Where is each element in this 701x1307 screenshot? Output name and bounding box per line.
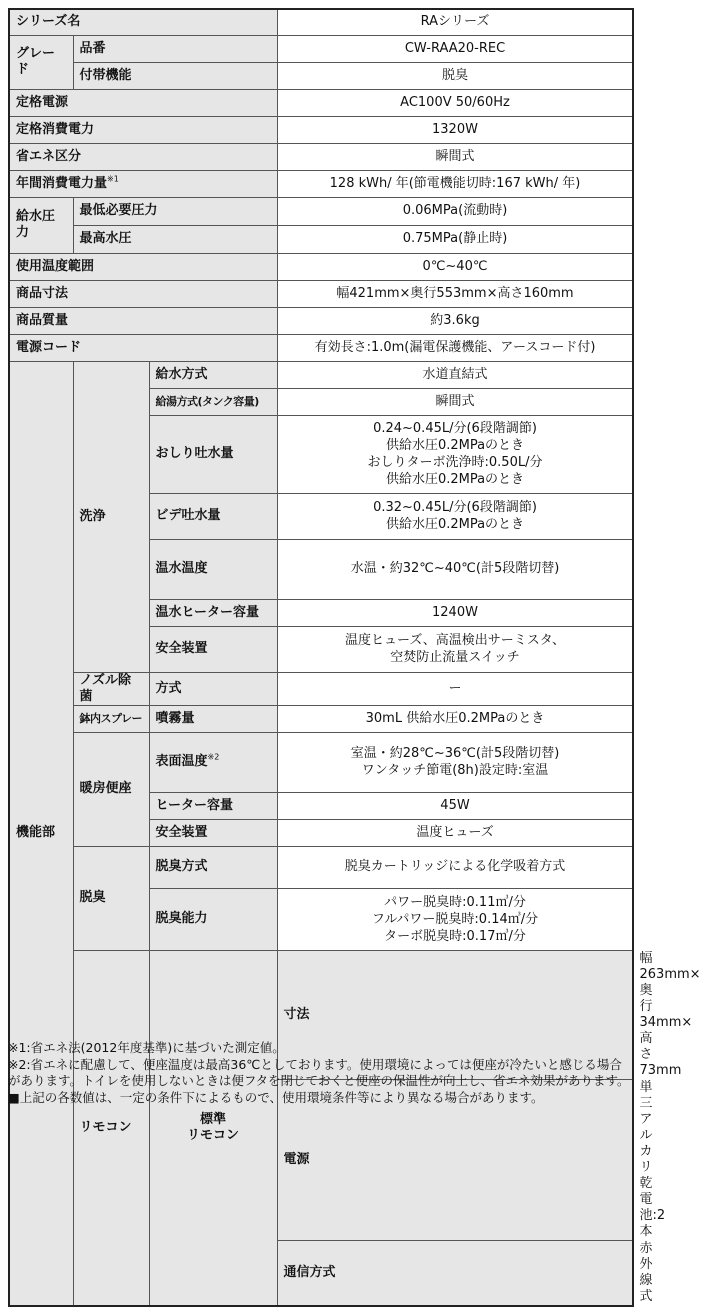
row-annual-consumption bbox=[9, 170, 633, 197]
footnote-mark-2: ※2 bbox=[207, 752, 220, 762]
row-model-no bbox=[9, 35, 633, 62]
deodorize-ability-line: パワー脱臭時:0.11㎥/分 bbox=[384, 894, 526, 910]
value-wash-safety bbox=[277, 626, 633, 672]
value-feature: 脱臭 bbox=[277, 62, 633, 89]
label-nozzle: ノズル除菌 bbox=[73, 672, 149, 705]
label-min-pressure: 最低必要圧力 bbox=[73, 197, 277, 225]
row-temp-range bbox=[9, 253, 633, 280]
label-surface-temp bbox=[149, 732, 277, 792]
row-remote-size: リモコン 標準 リモコン 寸法 幅263mm×奥行34mm×高さ73mm bbox=[9, 950, 633, 1079]
label-rated-power: 定格電源 bbox=[9, 89, 277, 116]
label-function: 機能部 bbox=[9, 361, 73, 1306]
value-deodorize-method: 脱臭カートリッジによる化学吸着方式 bbox=[277, 846, 633, 888]
row-supply-method bbox=[9, 361, 633, 388]
row-remote-power: 電源 単三アルカリ乾電池:2本 bbox=[9, 1079, 633, 1240]
wash-safety-line: 空焚防止流量スイッチ bbox=[390, 650, 520, 665]
value-rated-consumption: 1320W bbox=[277, 116, 633, 143]
row-rated-power bbox=[9, 89, 633, 116]
row-feature bbox=[9, 62, 633, 89]
label-seat: 暖房便座 bbox=[73, 732, 149, 846]
row-weight bbox=[9, 307, 633, 334]
label-oshiri: おしり吐水量 bbox=[149, 415, 277, 493]
row-dimensions bbox=[9, 280, 633, 307]
value-hot-method: 瞬間式 bbox=[277, 388, 633, 415]
label-seat-heater: ヒーター容量 bbox=[149, 792, 277, 819]
label-remote-size: 寸法 bbox=[277, 950, 633, 1079]
label-annual-consumption bbox=[9, 170, 277, 197]
label-deodorize-method: 脱臭方式 bbox=[149, 846, 277, 888]
surface-temp-label: 表面温度 bbox=[155, 754, 208, 769]
label-wash-safety: 安全装置 bbox=[149, 626, 277, 672]
label-hot-method: 給湯方式(タンク容量) bbox=[149, 388, 277, 415]
label-nozzle-method: 方式 bbox=[149, 672, 277, 705]
oshiri-line: 0.24~0.45L/分(6段階調節) bbox=[373, 421, 537, 436]
label-wash: 洗浄 bbox=[73, 361, 149, 672]
value-seat-heater: 45W bbox=[277, 792, 633, 819]
value-nozzle-method: ー bbox=[277, 672, 633, 705]
label-standard-remote bbox=[149, 950, 277, 1306]
surface-temp-line: 室温・約28℃~36℃(計5段階切替) bbox=[350, 746, 560, 761]
value-weight: 約3.6kg bbox=[277, 307, 633, 334]
label-supply-method: 給水方式 bbox=[149, 361, 277, 388]
footnote-2: ※2:省エネに配慮して、便座温度は最高36℃としております。使用環境によっては便座が冷たいと感じる場合があります。トイレを使用しないときは便フタを閉じておくと便座の保温性が向上し、省エネ効果があります。 bbox=[8, 1056, 630, 1088]
row-rated-consumption bbox=[9, 116, 633, 143]
label-spray-amount: 噴霧量 bbox=[149, 705, 277, 732]
value-wash-heater: 1240W bbox=[277, 599, 633, 626]
row-surface-temp bbox=[9, 732, 633, 792]
bidet-line: 供給水圧0.2MPaのとき bbox=[385, 517, 525, 532]
value-power-cord: 有効長さ:1.0m(漏電保護機能、アースコード付) bbox=[277, 334, 633, 361]
label-bowl-spray: 鉢内スプレー bbox=[73, 705, 149, 732]
footnote-mark-1: ※1 bbox=[107, 174, 119, 184]
value-water-temp: 水温・約32℃~40℃(計5段階切替) bbox=[277, 539, 633, 599]
row-power-cord bbox=[9, 334, 633, 361]
footnote-3: ■上記の各数値は、一定の条件下によるもので、使用環境条件等により異なる場合があります。 bbox=[8, 1089, 544, 1105]
value-spray-amount: 30mL 供給水圧0.2MPaのとき bbox=[277, 705, 633, 732]
footnote-1: ※1:省エネ法(2012年度基準)に基づいた測定値。 bbox=[8, 1040, 285, 1055]
footnotes bbox=[8, 1040, 632, 1106]
deodorize-ability-line: フルパワー脱臭時:0.14㎥/分 bbox=[371, 911, 539, 927]
value-dimensions: 幅421mm×奥行553mm×高さ160mm bbox=[277, 280, 633, 307]
row-series bbox=[9, 9, 633, 35]
value-bidet bbox=[277, 493, 633, 539]
label-power-cord: 電源コード bbox=[9, 334, 277, 361]
value-oshiri bbox=[277, 415, 633, 493]
label-wash-heater: 温水ヒーター容量 bbox=[149, 599, 277, 626]
wash-safety-line: 温度ヒューズ、高温検出サーミスタ、 bbox=[345, 633, 565, 648]
oshiri-line: 供給水圧0.2MPaのとき bbox=[385, 438, 525, 453]
label-grade: グレード bbox=[9, 35, 73, 89]
value-max-pressure: 0.75MPa(静止時) bbox=[277, 225, 633, 253]
value-seat-safety: 温度ヒューズ bbox=[277, 819, 633, 846]
label-remote-power: 電源 bbox=[277, 1079, 633, 1240]
label-energy-class: 省エネ区分 bbox=[9, 143, 277, 170]
value-annual-consumption: 128 kWh/ 年(節電機能切時:167 kWh/ 年) bbox=[277, 170, 633, 197]
value-temp-range: 0℃~40℃ bbox=[277, 253, 633, 280]
label-series: シリーズ名 bbox=[9, 9, 277, 35]
label-weight: 商品質量 bbox=[9, 307, 277, 334]
label-feature: 付帯機能 bbox=[73, 62, 277, 89]
label-water-pressure: 給水圧力 bbox=[9, 197, 73, 253]
row-bowl-spray bbox=[9, 705, 633, 732]
label-max-pressure: 最高水圧 bbox=[73, 225, 277, 253]
row-energy-class bbox=[9, 143, 633, 170]
label-rated-consumption: 定格消費電力 bbox=[9, 116, 277, 143]
label-remote-comm: 通信方式 bbox=[277, 1240, 633, 1306]
label-seat-safety: 安全装置 bbox=[149, 819, 277, 846]
row-nozzle bbox=[9, 672, 633, 705]
bidet-line: 0.32~0.45L/分(6段階調節) bbox=[373, 500, 537, 515]
label-temp-range: 使用温度範囲 bbox=[9, 253, 277, 280]
value-surface-temp bbox=[277, 732, 633, 792]
value-rated-power: AC100V 50/60Hz bbox=[277, 89, 633, 116]
value-energy-class: 瞬間式 bbox=[277, 143, 633, 170]
value-deodorize-ability bbox=[277, 888, 633, 950]
label-remote: リモコン bbox=[73, 950, 149, 1306]
row-remote-comm: 通信方式 赤外線式 bbox=[9, 1240, 633, 1306]
label-water-temp: 温水温度 bbox=[149, 539, 277, 599]
oshiri-line: 供給水圧0.2MPaのとき bbox=[385, 472, 525, 487]
value-model-no: CW-RAA20-REC bbox=[277, 35, 633, 62]
label-deodorize-ability: 脱臭能力 bbox=[149, 888, 277, 950]
label-deodorize: 脱臭 bbox=[73, 846, 149, 950]
label-bidet: ビデ吐水量 bbox=[149, 493, 277, 539]
annual-consumption-label: 年間消費電力量 bbox=[16, 175, 108, 191]
row-deodorize-method bbox=[9, 846, 633, 888]
row-min-pressure bbox=[9, 197, 633, 225]
label-model-no: 品番 bbox=[73, 35, 277, 62]
label-dimensions: 商品寸法 bbox=[9, 280, 277, 307]
oshiri-line: おしりターボ洗浄時:0.50L/分 bbox=[367, 455, 543, 470]
value-min-pressure: 0.06MPa(流動時) bbox=[277, 197, 633, 225]
standard-remote-line2: リモコン bbox=[186, 1127, 239, 1143]
row-max-pressure bbox=[9, 225, 633, 253]
deodorize-ability-line: ターボ脱臭時:0.17㎥/分 bbox=[384, 928, 526, 944]
standard-remote-line1: 標準 bbox=[199, 1111, 226, 1127]
spec-table bbox=[8, 8, 701, 1307]
value-supply-method: 水道直結式 bbox=[277, 361, 633, 388]
value-series: RAシリーズ bbox=[277, 9, 633, 35]
surface-temp-line: ワンタッチ節電(8h)設定時:室温 bbox=[361, 763, 549, 778]
